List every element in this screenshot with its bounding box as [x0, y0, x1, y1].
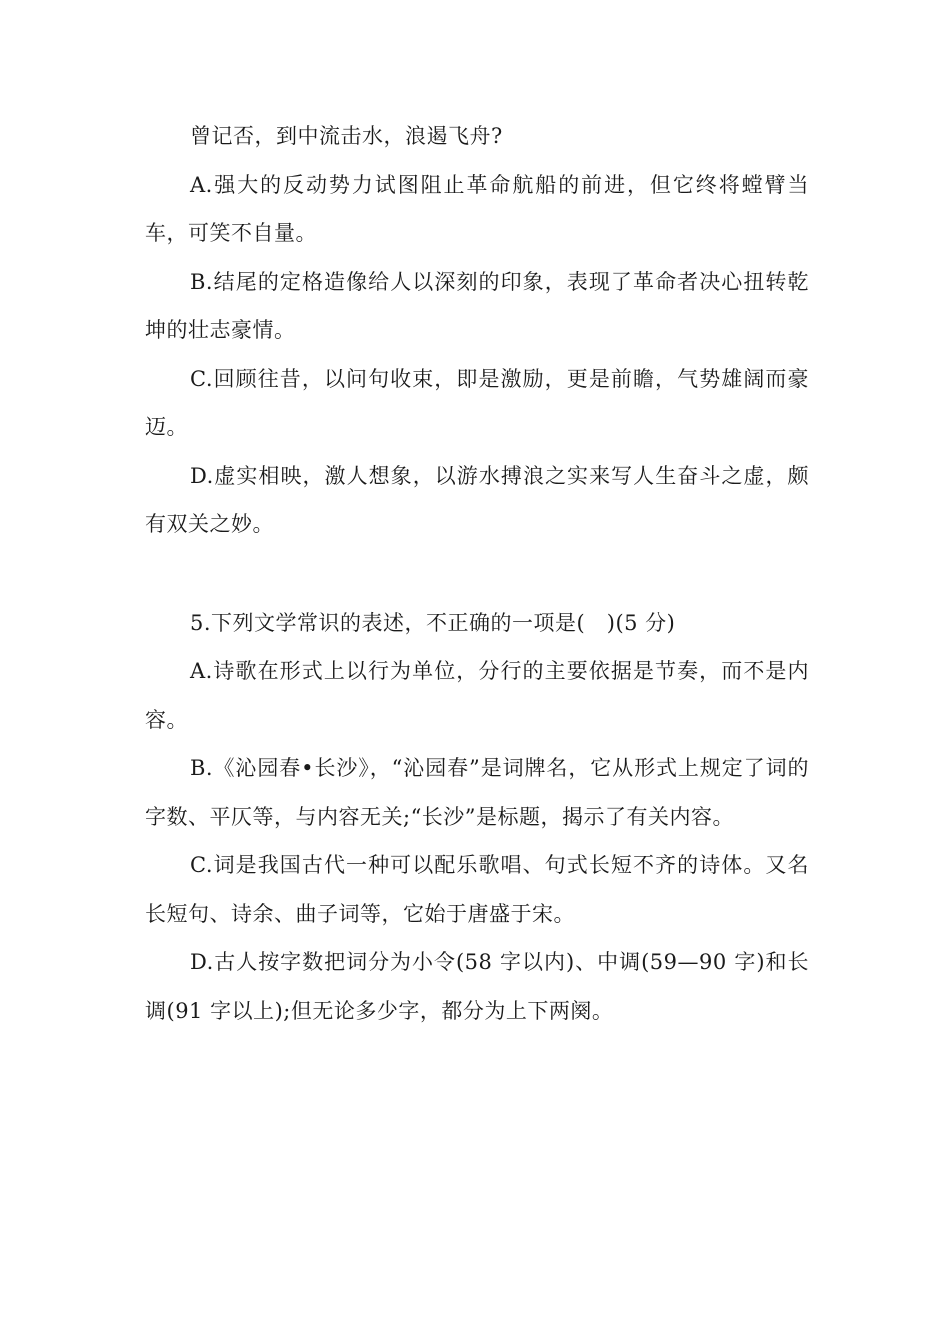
option-c: C.回顾往昔，以问句收束，即是激励，更是前瞻，气势雄阔而豪迈。 [145, 366, 809, 439]
verse-line: 曾记否，到中流击水，浪遏飞舟? [190, 124, 503, 148]
q5-option-d: D.古人按字数把词分为小令(58 字以内)、中调(59—90 字)和长调(91 字以上);但无论多少字，都分为上下两阕。 [145, 950, 809, 1023]
q5-option-c: C.词是我国古代一种可以配乐歌唱、句式长短不齐的诗体。又名长短句、诗余、曲子词等，它始于唐盛于宋。 [145, 853, 809, 926]
q5-option-a: A.诗歌在形式上以行为单位，分行的主要依据是节奏，而不是内容。 [145, 659, 809, 732]
option-b: B.结尾的定格造像给人以深刻的印象，表现了革命者决心扭转乾坤的壮志豪情。 [145, 269, 809, 342]
q5-option-b: B.《沁园春•长沙》，“沁园春”是词牌名，它从形式上规定了词的字数、平仄等，与内容无关;“长沙”是标题，揭示了有关内容。 [145, 756, 809, 829]
section-spacer [145, 549, 809, 599]
document-page [145, 112, 809, 1035]
option-a: A.强大的反动势力试图阻止革命航船的前进，但它终将螳臂当车，可笑不自量。 [145, 172, 809, 245]
question-5-stem: 5.下列文学常识的表述，不正确的一项是( )(5 分) [190, 610, 676, 635]
option-d: D.虚实相映，激人想象，以游水搏浪之实来写人生奋斗之虚，颇有双关之妙。 [145, 463, 809, 536]
